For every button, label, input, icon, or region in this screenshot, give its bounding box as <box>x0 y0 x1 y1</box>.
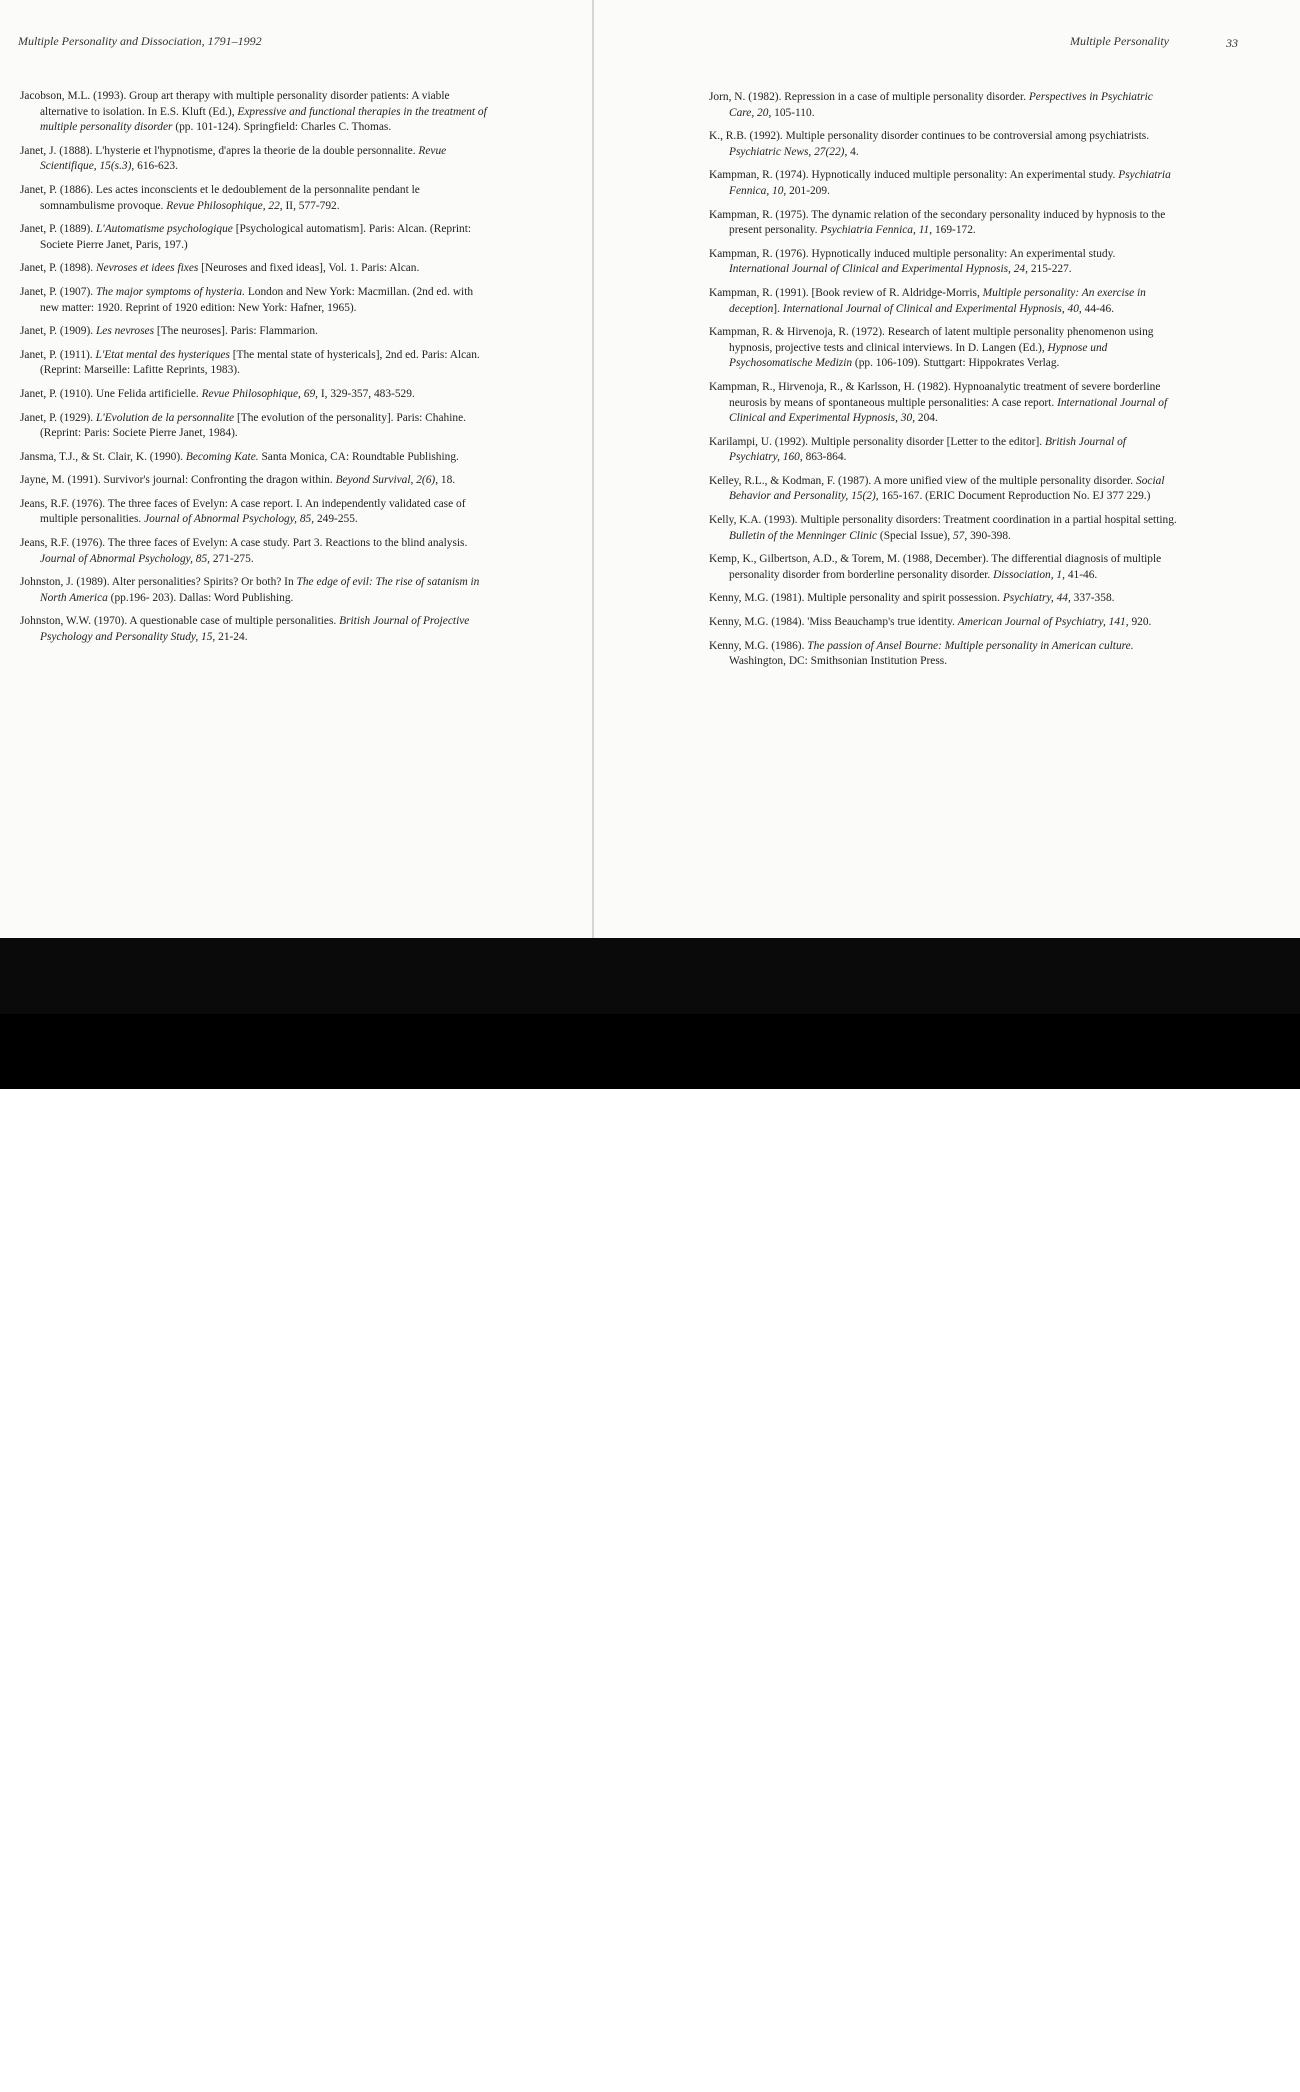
reference-entry: Kampman, R., Hirvenoja, R., & Karlsson, H. (1982). Hypnoanalytic treatment of severe borderline neurosis by means of spontaneous multiple personalities: A case report. International Journal of Clinical and Experimental Hypnosis, 30, 204. <box>709 380 1168 425</box>
running-header-left: Multiple Personality and Dissociation, 1791–1992 <box>18 34 262 48</box>
reference-entry: Janet, P. (1886). Les actes inconscients et le dedoublement de la personnalite pendant le somnambulisme provoque. Revue Philosophique, 22, II, 577-792. <box>20 183 420 212</box>
reference-entry: Johnston, W.W. (1970). A questionable case of multiple personalities. British Journal of Projective Psychology and Personality Study, 15, 21-24. <box>20 615 470 644</box>
reference-entry: Jorn, N. (1982). Repression in a case of multiple personality disorder. Perspectives in Psychiatric Care, 20, 105-110. <box>709 91 1153 119</box>
reference-entry: Jansma, T.J., & St. Clair, K. (1990). Becoming Kate. Santa Monica, CA: Roundtable Publishing. <box>20 450 459 463</box>
reference-entry: Kenny, M.G. (1984). 'Miss Beauchamp's true identity. American Journal of Psychiatry, 141, 920. <box>709 616 1152 629</box>
page-number: 33 <box>1226 36 1238 50</box>
site-url[interactable]: www.alamy.com <box>1163 2067 1278 2084</box>
reference-entry: Janet, P. (1907). The major symptoms of hysteria. London and New York: Macmillan. (2nd ed. with new matter: 1920. Reprint of 1920 edition: New York: Hafner, 1965). <box>20 285 474 314</box>
scan-border <box>0 938 1300 1014</box>
reference-entry: Janet, P. (1898). Nevroses et idees fixes [Neuroses and fixed ideas], Vol. 1. Paris: Alcan. <box>20 262 420 275</box>
reference-entry: Jeans, R.F. (1976). The three faces of Evelyn: A case study. Part 3. Reactions to the blind analysis. Journal of Abnormal Psychology, 85, 271-275. <box>20 537 468 565</box>
page-gutter <box>592 0 594 938</box>
reference-entry: Kelly, K.A. (1993). Multiple personality disorders: Treatment coordination in a partial hospital setting. Bulletin of the Menninger Clinic (Special Issue), 57, 390-398. <box>709 514 1177 542</box>
reference-entry: Jacobson, M.L. (1993). Group art therapy with multiple personality disorder patients: A viable alternative to isolation. In E.S. Kluft (Ed.), Expressive and functional therapies in the treatment of multiple personality disorder (pp. 101-124). Springfield: Charles C. Thomas. <box>20 90 487 134</box>
reference-entry: Janet, J. (1888). L'hysterie et l'hypnotisme, d'apres la theorie de la double personnalite. Revue Scientifique, 15(s.3), 616-623. <box>20 144 447 173</box>
reference-entry: Kampman, R. (1991). [Book review of R. Aldridge-Morris, Multiple personality: An exercise in deception]. International Journal of Clinical and Experimental Hypnosis, 40, 44-46. <box>709 286 1146 315</box>
reference-entry: Janet, P. (1911). L'Etat mental des hysteriques [The mental state of hystericals], 2nd ed. Paris: Alcan. (Reprint: Marseille: Lafitte Reprints, 1983). <box>20 348 480 377</box>
book-spread <box>0 0 1300 938</box>
reference-entry: Kampman, R. (1976). Hypnotically induced multiple personality: An experimental study. International Journal of Clinical and Experimental Hypnosis, 24, 215-227. <box>709 247 1116 276</box>
reference-entry: K., R.B. (1992). Multiple personality disorder continues to be controversial among psychiatrists. Psychiatric News, 27(22), 4. <box>709 130 1150 158</box>
reference-entry: Karilampi, U. (1992). Multiple personality disorder [Letter to the editor]. British Journal of Psychiatry, 160, 863-864. <box>709 435 1126 464</box>
reference-entry: Kemp, K., Gilbertson, A.D., & Torem, M. (1988, December). The differential diagnosis of multiple personality disorder from borderline personality disorder. Dissociation, 1, 41-46. <box>709 553 1162 581</box>
reference-entry: Kampman, R. & Hirvenoja, R. (1972). Research of latent multiple personality phenomenon using hypnosis, projective tests and clinical interviews. In D. Langen (Ed.), Hypnose und Psychosomatische Medizin (pp. 106-109). Stuttgart: Hippokrates Verlag. <box>709 326 1154 370</box>
reference-entry: Kenny, M.G. (1981). Multiple personality and spirit possession. Psychiatry, 44, 337-358. <box>709 592 1115 605</box>
reference-entry: Kampman, R. (1974). Hypnotically induced multiple personality: An experimental study. Psychiatria Fennica, 10, 201-209. <box>709 169 1171 197</box>
reference-entry: Jayne, M. (1991). Survivor's journal: Confronting the dragon within. Beyond Survival, 2(6), 18. <box>20 474 456 487</box>
reference-entry: Kelley, R.L., & Kodman, F. (1987). A more unified view of the multiple personality disorder. Social Behavior and Personality, 15(2), 165-167. (ERIC Document Reproduction No. EJ 377 229.) <box>709 474 1165 503</box>
reference-entry: Janet, P. (1929). L'Evolution de la personnalite [The evolution of the personality]. Paris: Chahine. (Reprint: Paris: Societe Pierre Janet, 1984). <box>20 411 466 440</box>
image-id: Image ID: 3APJPRT <box>1134 2038 1278 2055</box>
reference-entry: Jeans, R.F. (1976). The three faces of Evelyn: A case report. I. An independently validated case of multiple personalities. Journal of Abnormal Psychology, 85, 249-255. <box>20 497 466 526</box>
reference-entry: Johnston, J. (1989). Alter personalities? Spirits? Or both? In The edge of evil: The rise of satanism in North America (pp.196- 203). Dallas: Word Publishing. <box>20 576 480 604</box>
right-reference-list <box>709 90 1177 678</box>
reference-entry: Kampman, R. (1975). The dynamic relation of the secondary personality induced by hypnosis to the present personality. Psychiatria Fennica, 11, 169-172. <box>709 208 1166 237</box>
left-reference-list <box>20 89 488 654</box>
reference-entry: Kenny, M.G. (1986). The passion of Ansel Bourne: Multiple personality in American culture. Washington, DC: Smithsonian Institution Press. <box>709 639 1134 668</box>
reference-entry: Janet, P. (1910). Une Felida artificielle. Revue Philosophique, 69, I, 329-357, 483-529. <box>20 387 415 400</box>
reference-entry: Janet, P. (1909). Les nevroses [The neuroses]. Paris: Flammarion. <box>20 325 318 338</box>
alamy-logo[interactable]: alamy <box>18 2034 155 2090</box>
watermark-footer <box>0 1014 1300 2090</box>
running-header-right: Multiple Personality <box>1070 34 1169 48</box>
reference-entry: Janet, P. (1889). L'Automatisme psychologique [Psychological automatism]. Paris: Alcan. (Reprint: Societe Pierre Janet, Paris, 197.) <box>20 223 472 251</box>
